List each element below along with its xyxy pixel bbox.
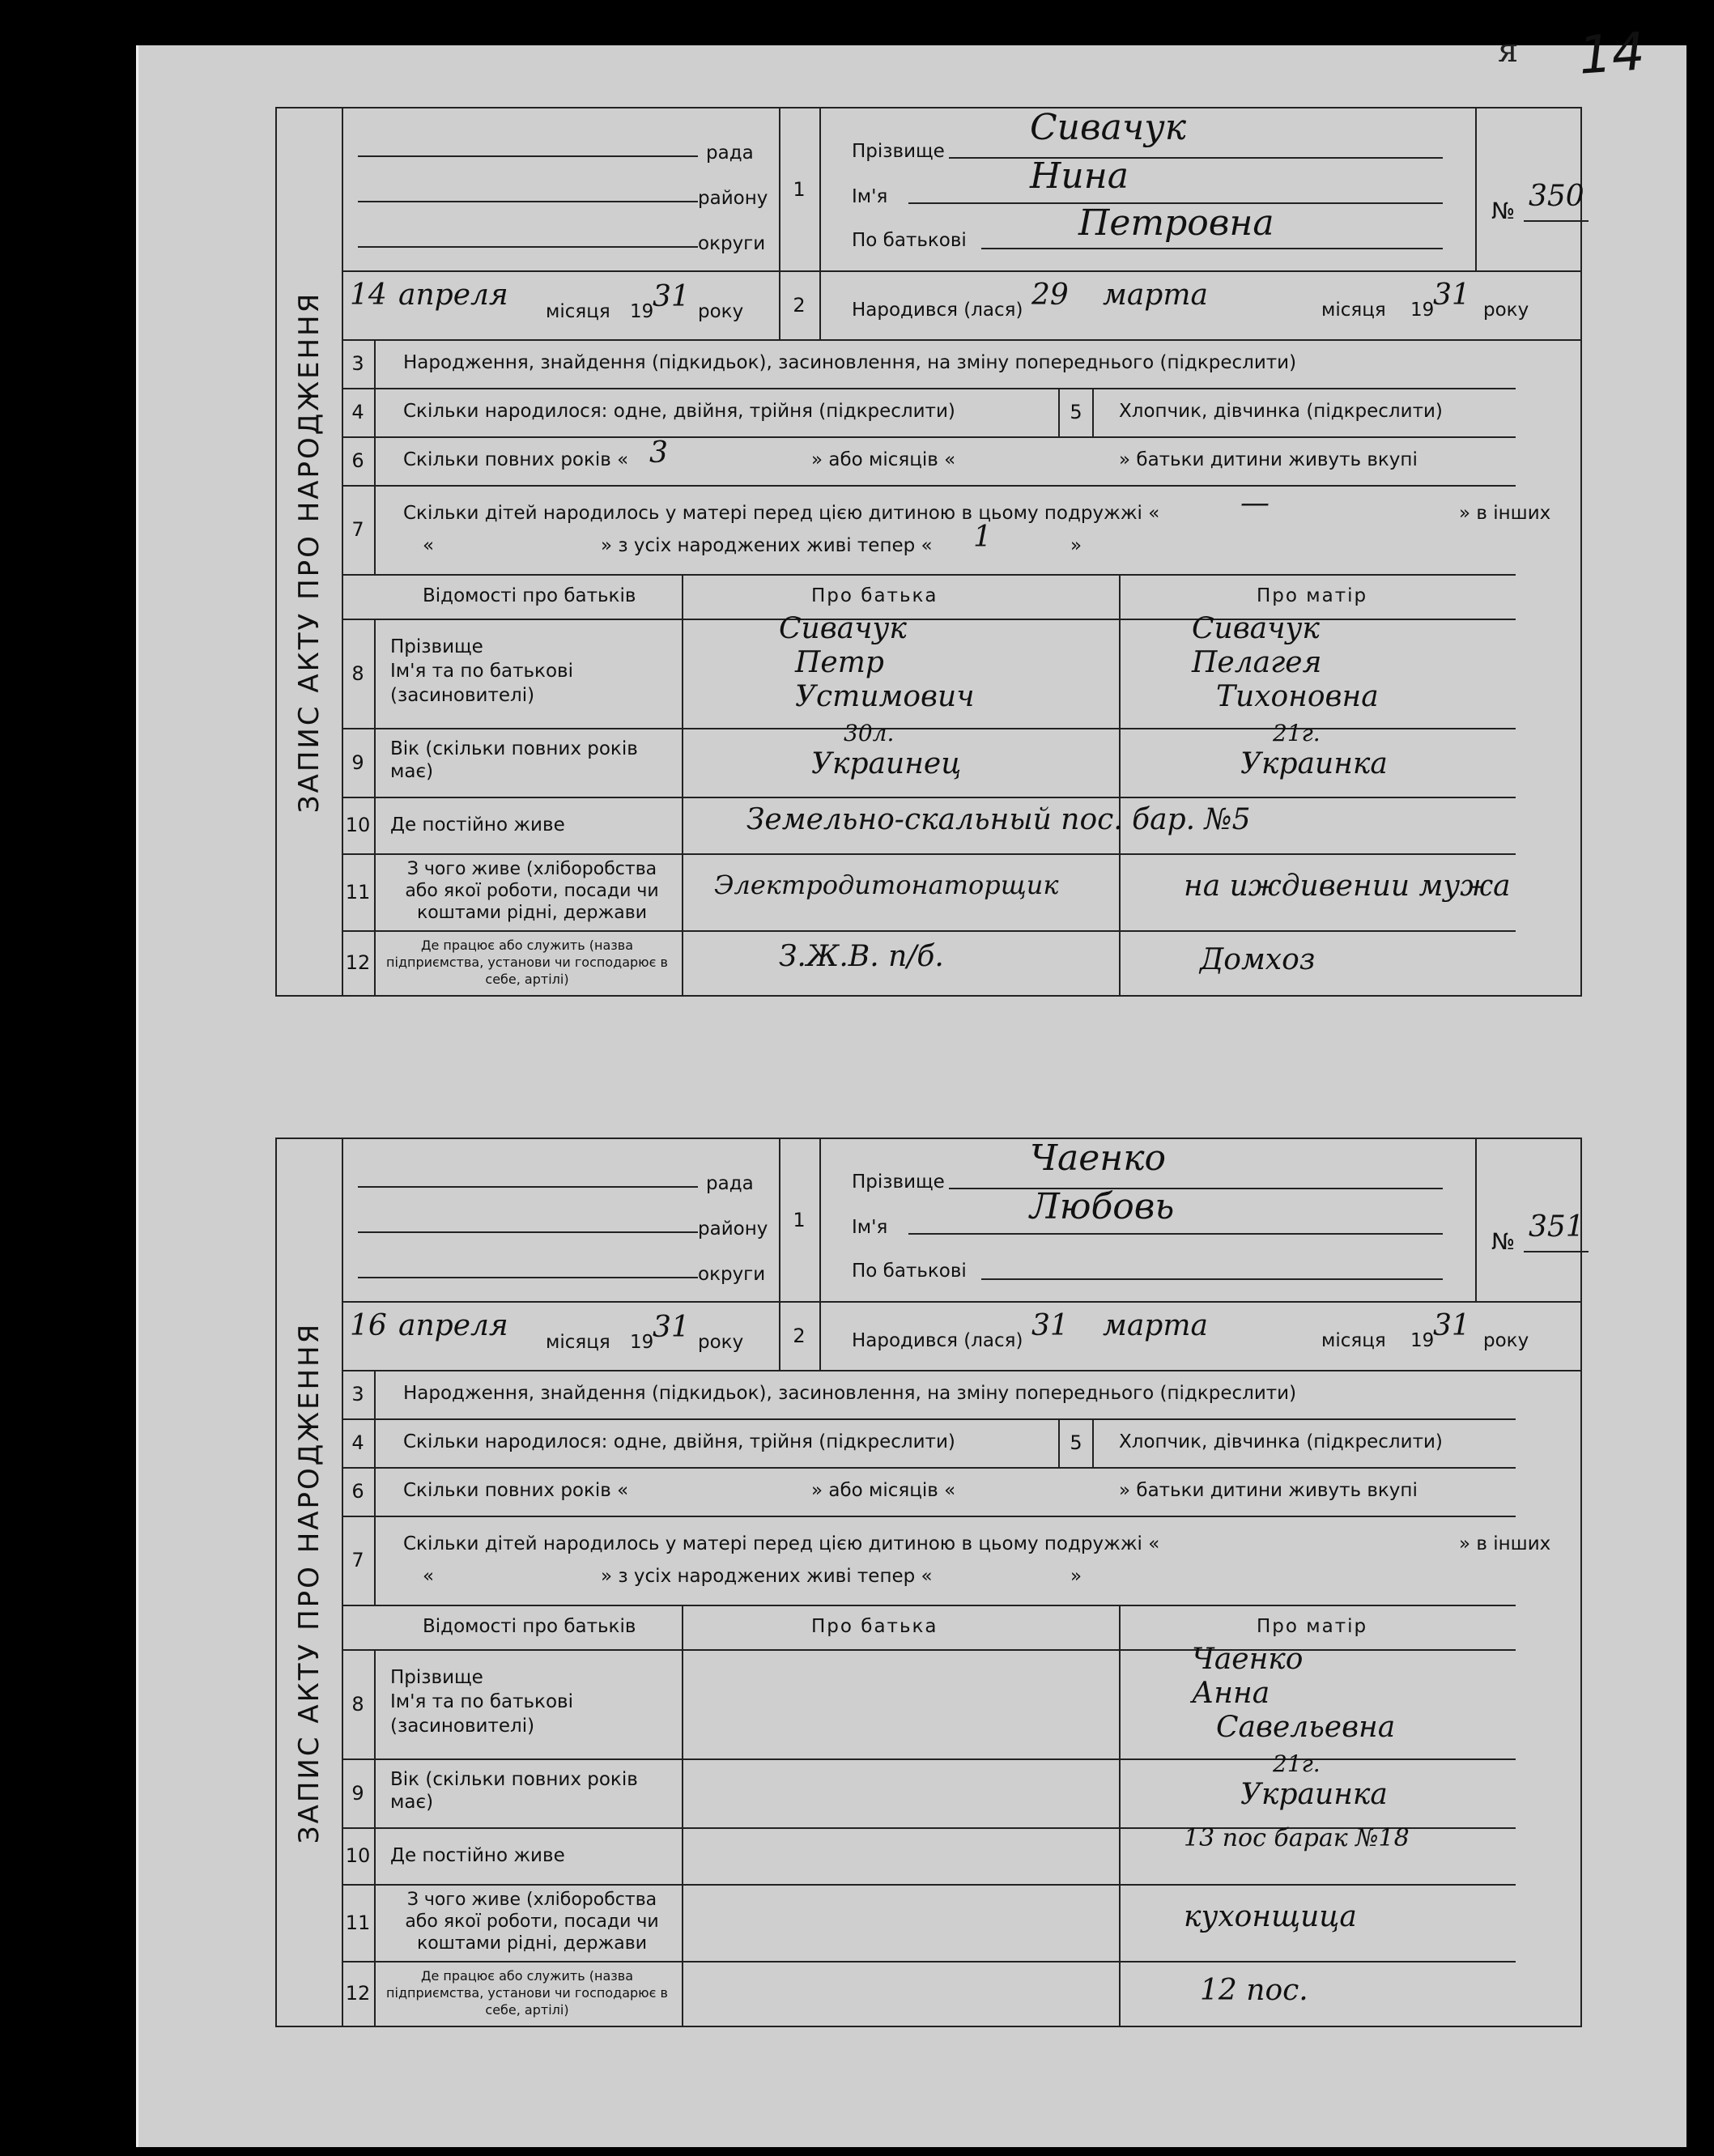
printed-label: По батькові [852,1261,967,1282]
handwritten-mother-workplace: Домхоз [1200,943,1316,976]
birth-record-form-2 [275,1138,1582,2027]
printed-label: 9 [342,1758,376,1827]
form-cell [374,1884,683,1961]
printed-label: « [423,1566,435,1587]
printed-label: » батьки дитини живуть вкупі [1119,449,1418,470]
form-row [342,1884,1516,1963]
form-cell [682,1758,1121,1827]
printed-label: Скільки повних років « [403,449,629,470]
printed-label: 3 [342,1370,376,1418]
form-cell [682,1649,1121,1758]
printed-label: Відомості про батьків [423,585,636,606]
form-cell: Народився (лася) 29 марта місяця 19 31 року [852,279,1529,321]
printed-label: Народження, знайдення (підкидьок), засиновлення, на зміну попереднього (підкреслити) [403,1383,1297,1404]
printed-label: Про матір [1257,1616,1368,1637]
form-row [342,436,1516,487]
form-cell [342,1605,683,1649]
location-block [342,1139,780,1301]
printed-label: Народження, знайдення (підкидьок), засиновлення, на зміну попереднього (підкреслити) [403,352,1297,373]
fill-line [358,1277,698,1278]
form-row [342,485,1551,576]
fill-line [981,248,1443,249]
form-cell [1119,1643,1516,1758]
handwritten-father-nationality: Украинец [811,747,962,780]
fill-line [1524,220,1589,222]
printed-label: 10 [342,797,376,853]
handwritten-mother-patronymic: Тихоновна [1216,680,1379,713]
printed-label: 1 [779,108,821,270]
printed-label: Народився (лася) [852,300,1023,321]
fill-line [358,246,698,248]
header-row [342,107,1584,272]
handwritten-father-surname: Сивачук [779,612,907,645]
parents-header [342,1605,1516,1651]
printed-label: 9 [342,728,376,797]
child-patronymic: Петровна [1078,202,1274,244]
handwritten-reg_month: апреля [398,1309,508,1342]
printed-label: 2 [779,1301,821,1370]
fill-line [981,1278,1443,1280]
form-cell [374,930,683,995]
printed-label: округи [698,233,766,254]
printed-label: » в інших [1459,1533,1551,1554]
form-cell: 14 апреля місяця 19 31 року [342,270,780,339]
form-cell [682,612,1121,728]
form-cell [374,797,683,853]
form-cell [1119,1961,1516,2026]
child-surname: Чаенко [1030,1138,1167,1179]
printed-label: 5 [1058,388,1094,436]
form-cell [374,853,683,930]
printed-label: рада [706,1173,754,1194]
printed-label: 12 [342,930,376,995]
form-cell [1119,612,1516,728]
printed-label: ЗАПИС АКТУ ПРО НАРОДЖЕННЯ [293,291,326,813]
handwritten-mother-residence: 13 пос барак №18 [1184,1824,1410,1852]
form-row [342,1418,1516,1469]
handwritten-birth_day: 31 [1031,1309,1069,1342]
form-row [342,612,1516,729]
form-cell [682,1605,1121,1649]
handwritten-mother-name: Пелагея [1192,646,1322,679]
printed-label: № [1491,1228,1516,1255]
printed-label: 7 [342,485,376,574]
form-cell [682,1884,1121,1961]
form-cell [1119,797,1516,853]
form-cell [682,797,1251,853]
side-title [277,108,343,995]
printed-label: району [698,188,768,209]
printed-label: року [698,301,744,322]
handwritten-birth_year: 31 [1433,279,1470,312]
printed-label: 2 [779,270,821,339]
form-cell [682,1961,1121,2026]
printed-label: Про батька [811,585,938,606]
printed-label: « [423,535,435,556]
handwritten-mother-surname: Чаенко [1192,1643,1304,1676]
record-number: 350 [1529,180,1584,213]
handwritten-father-age: 30л. [844,720,895,746]
printed-label: Де працює або служить (назва підприємства, установи чи господарює в себе, артілі) [386,1968,668,2018]
printed-label: » в інших [1459,503,1551,524]
form-row [342,720,1516,798]
handwritten-mother-age: 21г. [1273,1750,1321,1777]
form-row [342,1467,1516,1517]
form-cell [682,930,1121,995]
printed-label: 12 [342,1961,376,2026]
handwritten-birth_day: 29 [1031,279,1069,312]
form-cell [374,1827,683,1884]
handwritten-years_together: 3 [649,436,668,470]
corner-mark: я [1498,32,1519,70]
handwritten-mother-surname: Сивачук [1192,612,1320,645]
printed-label: Прізвище [852,141,945,162]
printed-label: 4 [342,1418,376,1467]
record-number-block [1475,1139,1584,1301]
fill-line [1524,1251,1589,1252]
printed-label: 4 [342,388,376,436]
form-cell [1119,853,1516,930]
date-row [342,270,1580,341]
printed-label: Народився (лася) [852,1330,1023,1351]
form-cell [342,574,683,619]
handwritten-children_before: — [1240,487,1270,520]
form-row [342,1961,1516,2026]
form-cell [1119,1824,1516,1884]
printed-label: місяця [1321,1330,1386,1351]
handwritten-father-patronymic: Устимович [795,680,975,713]
name-block [819,108,1477,270]
form-cell [1119,930,1516,995]
handwritten-mother-name: Анна [1192,1677,1270,1710]
handwritten-birth_month: марта [1103,1309,1208,1342]
form-cell [374,619,683,728]
printed-label: 3 [342,339,376,388]
location-block [342,108,780,270]
printed-label: Ім'я [852,1217,888,1238]
handwritten-birth_month: марта [1103,279,1208,312]
printed-label: 11 [342,1884,376,1961]
printed-label: Де постійно живе [390,814,565,836]
fill-line [358,1231,698,1233]
printed-label: 8 [342,1649,376,1758]
child-surname: Сивачук [1030,107,1187,148]
form-row [342,1370,1516,1420]
form-row [342,1516,1551,1606]
form-row [342,930,1516,995]
fill-line [358,155,698,157]
printed-label: місяця [546,1332,610,1353]
form-cell [374,1961,683,2026]
printed-label: 11 [342,853,376,930]
printed-label: » з усіх народжених живі тепер « [601,1566,933,1587]
handwritten-father-name: Петр [795,646,884,679]
printed-label: ЗАПИС АКТУ ПРО НАРОДЖЕННЯ [293,1321,326,1843]
printed-label: Скільки народилося: одне, двійня, трійня (підкреслити) [403,401,955,422]
printed-label: № [1491,198,1516,224]
printed-label: З чого живе (хліборобства або якої роботи, посади чи коштами рідні, держави [405,859,659,923]
printed-label: Вік (скільки повних років має) [390,738,638,782]
form-cell [374,1649,683,1758]
handwritten-father-occupation: Электродитонаторщик [714,870,1059,900]
printed-label: Прізвище [852,1172,945,1193]
printed-label: року [1483,1330,1529,1351]
form-cell [682,1827,1121,1884]
printed-label: рада [706,142,754,164]
form-cell [682,853,1121,930]
handwritten-father-workplace: З.Ж.В. п/б. [779,940,944,973]
handwritten-mother-occupation: кухонщица [1184,1900,1357,1933]
record-number: 351 [1529,1210,1584,1244]
handwritten-mother-age: 21г. [1273,720,1321,746]
printed-label: Де постійно живе [390,1845,565,1866]
printed-label: » або місяців « [811,449,956,470]
form-cell: Народився (лася) 31 марта місяця 19 31 року [852,1309,1529,1351]
handwritten-reg_year: 31 [653,280,690,313]
handwritten-reg_day: 14 [350,279,387,312]
printed-label: Скільки народилося: одне, двійня, трійня (підкреслити) [403,1431,955,1452]
handwritten-children_alive: 1 [973,521,992,554]
printed-label: місяця [1321,300,1386,321]
form-row [342,388,1516,438]
printed-label: 1 [779,1139,821,1301]
handwritten-mother-occupation: на иждивении мужа [1184,870,1511,903]
printed-label: 7 [342,1516,376,1605]
printed-label: » батьки дитини живуть вкупі [1119,1480,1418,1501]
printed-label: » або місяців « [811,1480,956,1501]
form-row [342,339,1516,389]
fill-line [358,1186,698,1188]
printed-label: року [698,1332,744,1353]
printed-label: » з усіх народжених живі тепер « [601,535,933,556]
handwritten-mother-patronymic: Савельевна [1216,1711,1396,1744]
parents-header [342,574,1516,620]
side-title [277,1139,343,2026]
form-cell [1119,1884,1516,1961]
form-cell [1119,1750,1516,1827]
handwritten-reg_month: апреля [398,279,508,312]
printed-label: Хлопчик, дівчинка (підкреслити) [1119,1431,1443,1452]
printed-label: » [1070,1566,1082,1587]
handwritten-reg_year: 31 [653,1311,690,1344]
printed-label: 10 [342,1827,376,1884]
printed-label: Відомості про батьків [423,1616,636,1637]
handwritten-mother-workplace: 12 пос. [1200,1974,1308,2007]
printed-label: Прізвище Ім'я та по батькові (засиновителі) [390,1667,573,1737]
printed-label: Про матір [1257,585,1368,606]
form-row [342,1750,1516,1829]
printed-label: 8 [342,619,376,728]
printed-label: Де працює або служить (назва підприємства, установи чи господарює в себе, артілі) [386,938,668,987]
form-cell [374,728,683,797]
printed-label: » [1070,535,1082,556]
printed-label: округи [698,1264,766,1285]
printed-label: Скільки повних років « [403,1480,629,1501]
handwritten-father-residence: Земельно-скальный пос. бар. №5 [746,803,1251,836]
page-number: 14 [1576,22,1647,87]
printed-label: По батькові [852,230,967,251]
handwritten-birth_year: 31 [1433,1309,1470,1342]
record-number-block [1475,108,1584,270]
form-row [342,1643,1516,1760]
handwritten-mother-nationality: Украинка [1240,1778,1388,1811]
printed-label: району [698,1218,768,1240]
printed-label: З чого живе (хліборобства або якої роботи, посади чи коштами рідні, держави [405,1890,659,1954]
printed-label: 5 [1058,1418,1094,1467]
printed-label: Хлопчик, дівчинка (підкреслити) [1119,401,1443,422]
handwritten-mother-nationality: Украинка [1240,747,1388,780]
name-block [819,1139,1477,1301]
printed-label: Про батька [811,1616,938,1637]
form-row [342,853,1516,932]
fill-line [949,157,1443,159]
printed-label: року [1483,300,1529,321]
printed-label: Скільки дітей народилось у матері перед цією дитиною в цьому подружжі « [403,503,1160,524]
form-cell [374,1758,683,1827]
form-row [342,797,1516,855]
form-cell [1119,1605,1516,1649]
printed-label: Вік (скільки повних років має) [390,1769,638,1813]
form-cell [1119,720,1516,797]
date-row [342,1301,1580,1371]
printed-label: Прізвище Ім'я та по батькові (засиновителі) [390,636,573,706]
printed-label: 6 [342,1467,376,1516]
form-cell: 16 апреля місяця 19 31 року [342,1301,780,1370]
birth-record-form-1 [275,107,1582,997]
child-name: Нина [1030,155,1129,197]
fill-line [908,1233,1443,1235]
printed-label: місяця [546,301,610,322]
printed-label: Скільки дітей народилось у матері перед цією дитиною в цьому подружжі « [403,1533,1160,1554]
fill-line [358,201,698,202]
form-row [342,1824,1516,1886]
printed-label: Ім'я [852,186,888,207]
child-name: Любовь [1030,1186,1175,1227]
handwritten-reg_day: 16 [350,1309,387,1342]
printed-label: 6 [342,436,376,485]
fill-line [949,1188,1443,1189]
header-row [342,1138,1584,1303]
form-cell [682,720,1121,797]
